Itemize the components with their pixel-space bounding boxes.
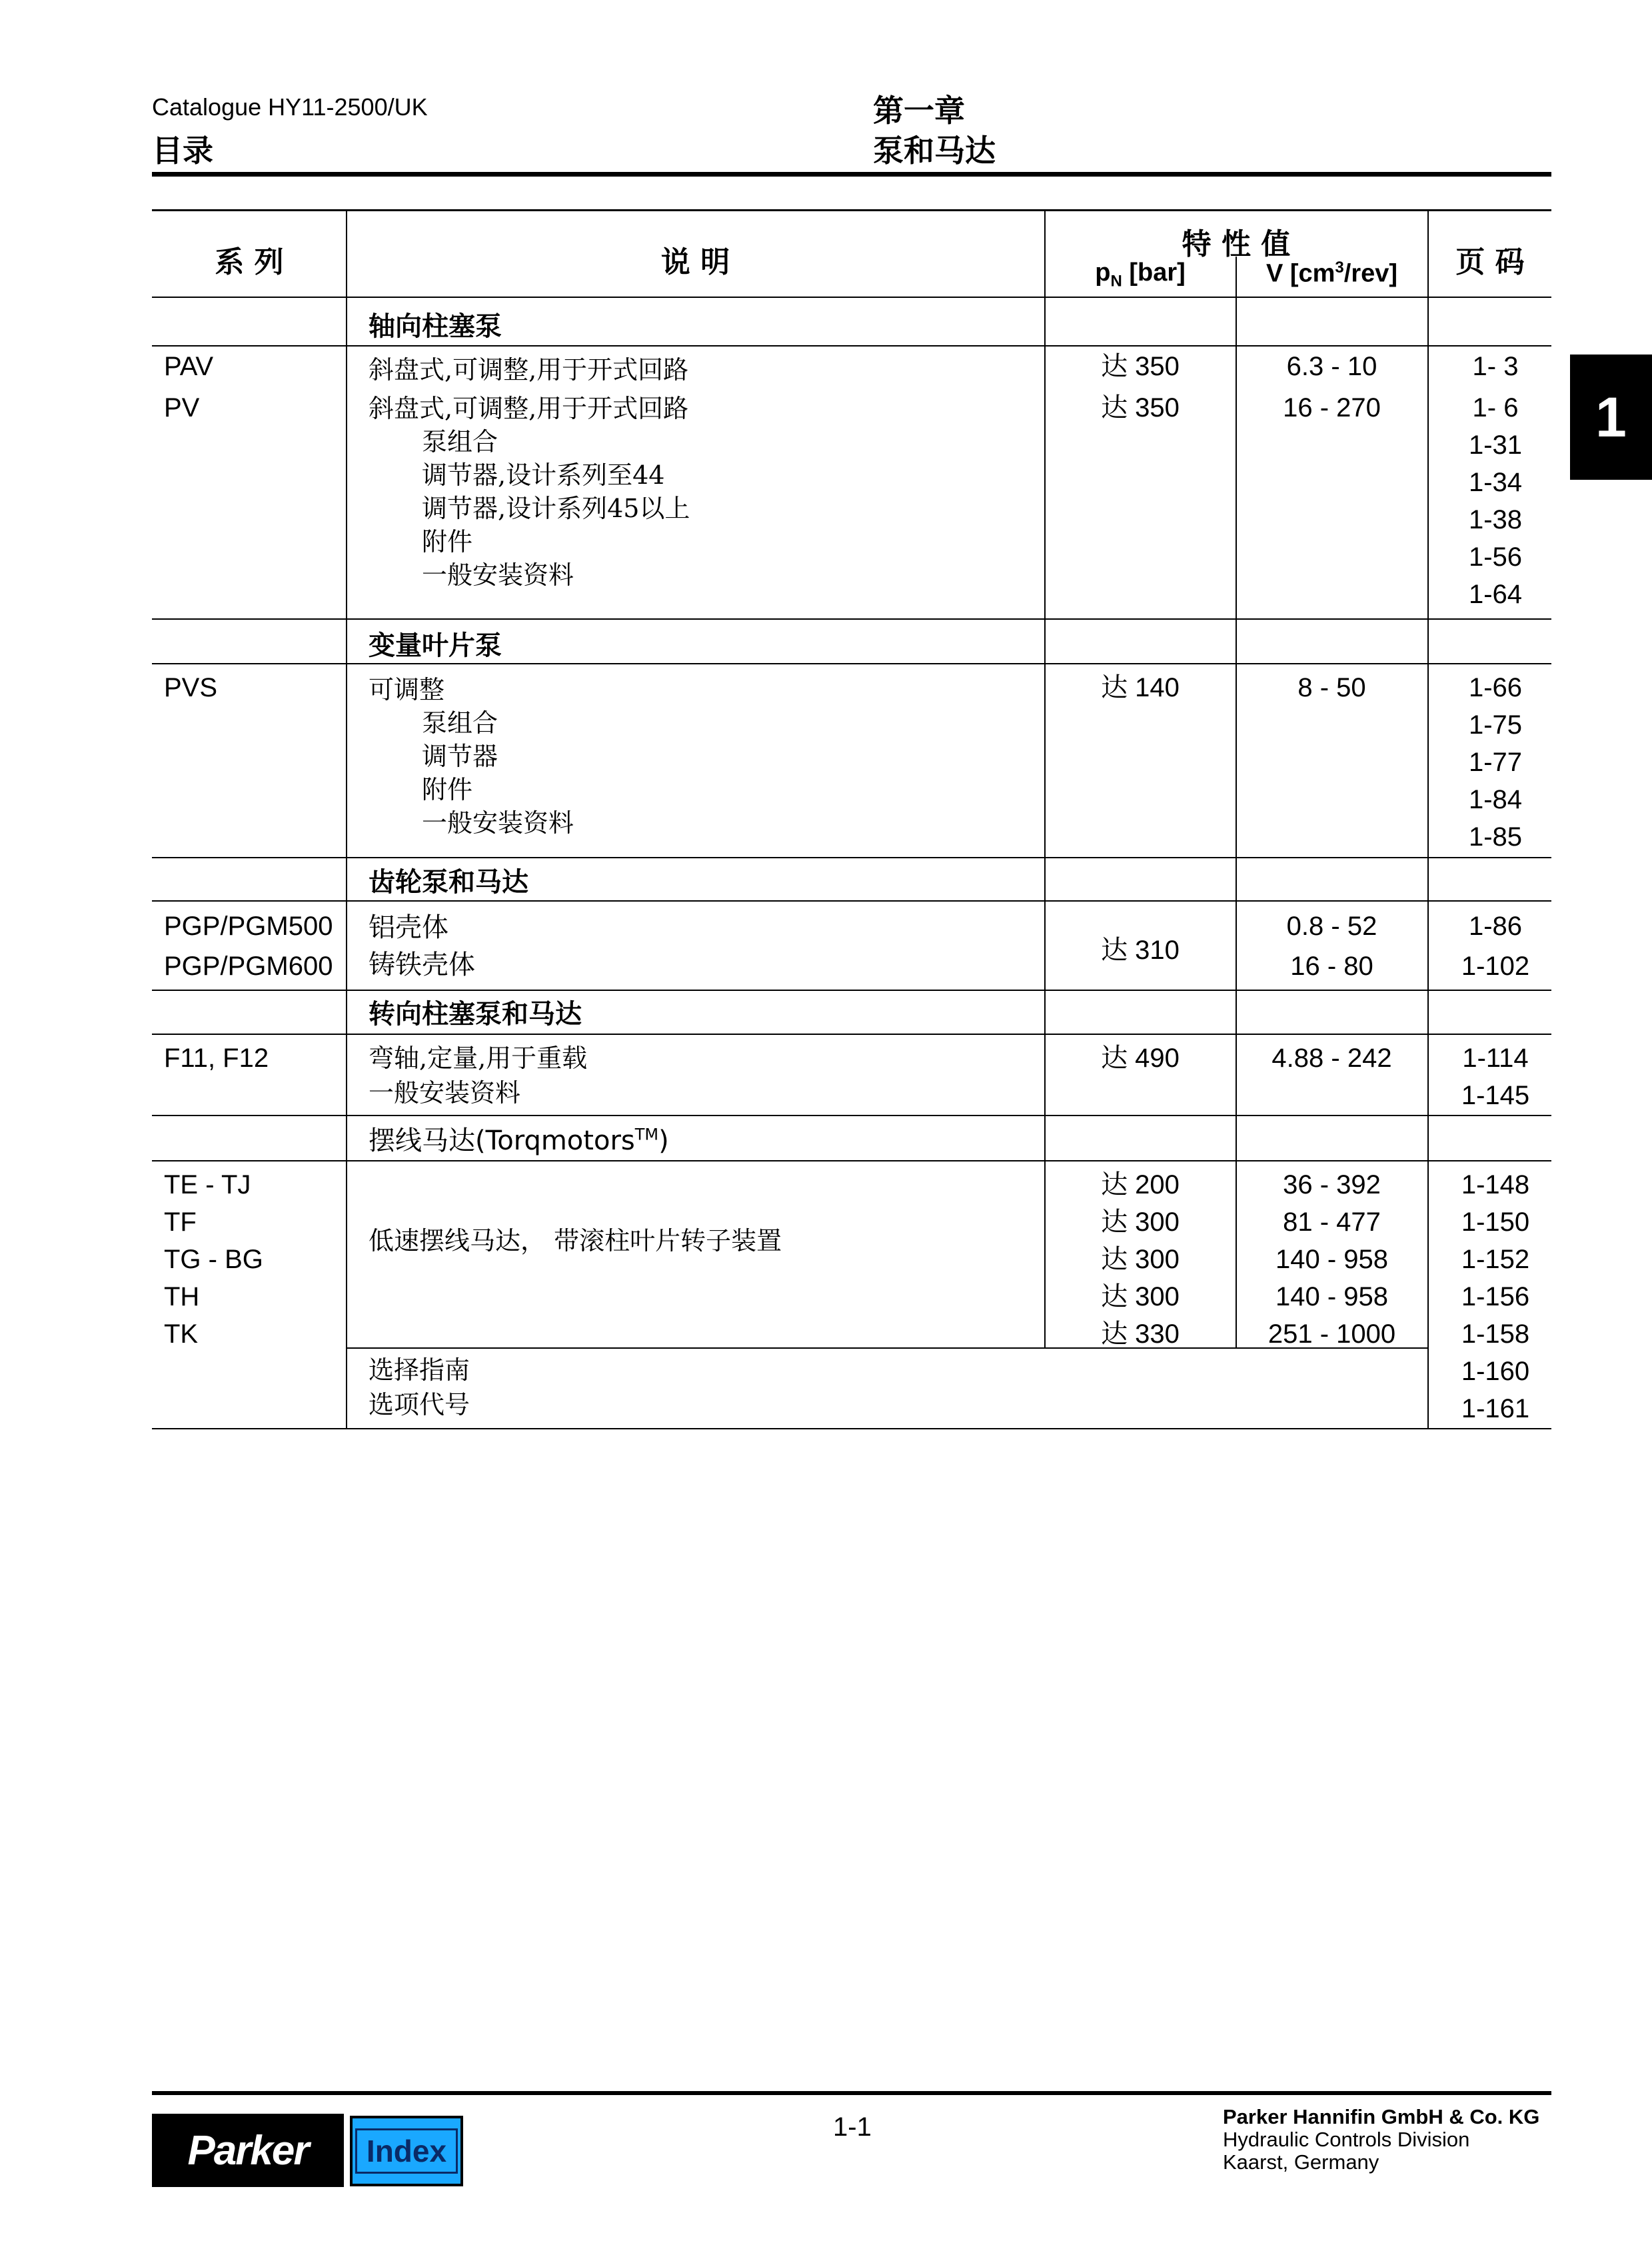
row-rule xyxy=(152,1160,1551,1161)
page-ref[interactable]: 1- 3 xyxy=(1472,352,1519,381)
bent-pn: 达 490 xyxy=(1101,1044,1180,1073)
header-series: 系 列 xyxy=(215,245,284,279)
company-info xyxy=(1223,2106,1539,2174)
series-pav: PAV xyxy=(164,352,214,381)
axial-pn xyxy=(1046,348,1235,426)
v-value: 16 - 80 xyxy=(1290,952,1373,981)
v-unit-a: V [cm xyxy=(1265,259,1335,288)
page-ref[interactable]: 1- 6 xyxy=(1472,393,1519,422)
series-tg-bg: TG - BG xyxy=(164,1245,263,1274)
orbital-title-b: ) xyxy=(658,1125,669,1156)
orbital-series xyxy=(164,1166,263,1353)
page-ref[interactable]: 1-85 xyxy=(1468,822,1523,852)
pn-symbol: p xyxy=(1095,259,1111,287)
series-pgp500: PGP/PGM500 xyxy=(164,912,333,941)
company-name: Parker Hannifin GmbH & Co. KG xyxy=(1223,2105,1540,2128)
page-ref[interactable]: 1-145 xyxy=(1461,1081,1530,1110)
chapter-title: 泵和马达 xyxy=(873,133,996,169)
gear-series xyxy=(164,906,333,986)
header-description: 说 明 xyxy=(660,245,730,279)
pn-value: 达 330 xyxy=(1101,1319,1180,1349)
desc-line: 附件 xyxy=(422,527,473,556)
page-ref[interactable]: 1-64 xyxy=(1468,580,1523,609)
orbital-title-sup: TM xyxy=(634,1125,659,1144)
row-rule xyxy=(152,1115,1551,1116)
section-gear: 齿轮泵和马达 xyxy=(369,867,528,898)
gear-pages xyxy=(1429,906,1562,986)
page-ref[interactable]: 1-150 xyxy=(1461,1207,1530,1237)
gear-v xyxy=(1237,906,1427,986)
index-button[interactable] xyxy=(350,2116,463,2186)
desc-line: 可调整 xyxy=(369,675,445,704)
series-pvs: PVS xyxy=(164,673,218,702)
bent-pages xyxy=(1429,1040,1562,1114)
page-ref[interactable]: 1-66 xyxy=(1468,673,1523,702)
header-pn xyxy=(1046,259,1235,291)
v-value: 36 - 392 xyxy=(1283,1170,1381,1199)
orbital-title-a: 摆线马达(Torqmotors xyxy=(369,1125,635,1156)
header-rule xyxy=(152,172,1551,177)
v-value: 6.3 - 10 xyxy=(1286,352,1377,381)
catalogue-number: Catalogue HY11-2500/UK xyxy=(152,93,428,121)
row-rule xyxy=(152,857,1551,858)
company-division: Hydraulic Controls Division xyxy=(1223,2128,1470,2151)
desc-line: 一般安装资料 xyxy=(422,560,574,590)
pn-value: 达 350 xyxy=(1101,393,1180,422)
pn-value: 达 300 xyxy=(1101,1245,1180,1274)
orbital-description: 低速摆线马达， 带滚柱叶片转子装置 xyxy=(369,1226,782,1255)
series-th: TH xyxy=(164,1282,200,1311)
page-ref[interactable]: 1-161 xyxy=(1461,1394,1530,1423)
gear-pn: 达 310 xyxy=(1101,936,1180,965)
pn-unit: [bar] xyxy=(1122,259,1186,287)
company-location: Kaarst, Germany xyxy=(1223,2150,1379,2174)
pn-value: 达 300 xyxy=(1101,1207,1180,1237)
section-bent-axis: 转向柱塞泵和马达 xyxy=(369,999,582,1030)
gear-description xyxy=(369,909,475,984)
series-pgp600: PGP/PGM600 xyxy=(164,952,333,981)
axial-pages xyxy=(1429,348,1562,613)
section-title: 目录 xyxy=(152,133,213,169)
page-ref[interactable]: 1-56 xyxy=(1468,542,1523,572)
table-bottom-rule xyxy=(152,1428,1551,1429)
page-ref[interactable]: 1-31 xyxy=(1468,430,1523,460)
page-ref[interactable]: 1-158 xyxy=(1461,1319,1530,1349)
pn-subscript: N xyxy=(1110,272,1122,291)
orbital-v xyxy=(1237,1166,1427,1353)
desc-line: 选择指南 xyxy=(369,1355,470,1385)
page-ref[interactable]: 1-152 xyxy=(1461,1245,1530,1274)
page-ref[interactable]: 1-75 xyxy=(1468,710,1523,740)
row-rule xyxy=(152,345,1551,347)
orbital-pn xyxy=(1046,1166,1235,1353)
section-axial: 轴向柱塞泵 xyxy=(369,311,502,342)
desc-line: 弯轴,定量,用于重载 xyxy=(369,1044,588,1073)
chapter-tab[interactable]: 1 xyxy=(1570,355,1652,480)
page-ref[interactable]: 1-114 xyxy=(1462,1044,1529,1073)
axial-v xyxy=(1237,348,1427,426)
page-ref[interactable]: 1-148 xyxy=(1461,1170,1530,1199)
pn-value: 达 300 xyxy=(1101,1282,1180,1311)
page-ref[interactable]: 1-34 xyxy=(1468,468,1523,497)
pn-value: 达 200 xyxy=(1101,1170,1180,1199)
page-ref[interactable]: 1-86 xyxy=(1468,912,1523,941)
row-rule xyxy=(152,618,1551,620)
desc-line: 附件 xyxy=(422,775,473,804)
desc-line: 一般安装资料 xyxy=(369,1078,521,1108)
row-rule xyxy=(152,1034,1551,1035)
section-vane: 变量叶片泵 xyxy=(369,630,502,661)
pn-value: 达 350 xyxy=(1101,352,1180,381)
header-page: 页 码 xyxy=(1455,245,1525,279)
vane-pn: 达 140 xyxy=(1101,673,1180,702)
row-rule xyxy=(152,990,1551,991)
vane-pages xyxy=(1429,669,1562,856)
series-tk: TK xyxy=(164,1319,199,1349)
v-value: 140 - 958 xyxy=(1275,1245,1389,1274)
series-pv: PV xyxy=(164,393,200,422)
desc-line: 铸铁壳体 xyxy=(369,950,475,980)
desc-line: 泵组合 xyxy=(422,708,498,738)
page-number: 1-1 xyxy=(833,2112,872,2142)
vane-description xyxy=(369,673,574,840)
orbital-extra-pages xyxy=(1429,1353,1562,1427)
bent-v: 4.88 - 242 xyxy=(1271,1044,1392,1073)
page-ref[interactable]: 1-156 xyxy=(1461,1282,1530,1311)
v-value: 0.8 - 52 xyxy=(1286,912,1377,941)
vane-v: 8 - 50 xyxy=(1297,673,1366,702)
orbital-pages xyxy=(1429,1166,1562,1353)
series-f11-f12: F11, F12 xyxy=(164,1044,269,1073)
desc-line: 斜盘式,可调整,用于开式回路 xyxy=(369,394,689,423)
axial-series xyxy=(164,348,213,426)
page-ref[interactable]: 1-102 xyxy=(1461,952,1530,981)
v-value: 16 - 270 xyxy=(1283,393,1381,422)
v-value: 251 - 1000 xyxy=(1267,1319,1396,1349)
footer-rule xyxy=(152,2091,1551,2095)
desc-line: 调节器,设计系列至44 xyxy=(422,460,665,490)
desc-line: 斜盘式,可调整,用于开式回路 xyxy=(369,355,689,384)
desc-line: 泵组合 xyxy=(422,427,498,456)
row-rule xyxy=(152,663,1551,664)
page-ref[interactable]: 1-77 xyxy=(1468,748,1523,777)
section-orbital xyxy=(369,1120,669,1157)
table-head-rule xyxy=(152,297,1551,298)
v-value: 140 - 958 xyxy=(1275,1282,1389,1311)
desc-line: 调节器 xyxy=(422,742,498,771)
col-rule xyxy=(346,209,347,1429)
page-ref[interactable]: 1-38 xyxy=(1468,505,1523,534)
chapter-label: 第一章 xyxy=(873,93,965,129)
series-te-tj: TE - TJ xyxy=(164,1170,251,1199)
bent-description xyxy=(369,1041,587,1110)
header-v xyxy=(1237,259,1427,289)
desc-line: 一般安装资料 xyxy=(422,808,574,838)
series-tf: TF xyxy=(164,1207,197,1237)
parker-logo: Parker xyxy=(152,2114,344,2187)
desc-line: 选项代号 xyxy=(369,1390,470,1419)
header-characteristics: 特 性 值 xyxy=(1182,227,1291,261)
table-top-rule xyxy=(152,209,1551,211)
desc-line: 调节器,设计系列45以上 xyxy=(422,494,690,523)
page-ref[interactable]: 1-160 xyxy=(1461,1357,1530,1386)
axial-description xyxy=(369,353,688,592)
row-rule xyxy=(152,900,1551,902)
index-button-label: Index xyxy=(355,2128,458,2174)
v-unit-sup: 3 xyxy=(1335,259,1344,277)
v-value: 81 - 477 xyxy=(1283,1207,1381,1237)
desc-line: 铝壳体 xyxy=(369,912,448,943)
orbital-extra-description xyxy=(369,1353,470,1422)
v-unit-b: /rev] xyxy=(1343,259,1398,288)
page-ref[interactable]: 1-84 xyxy=(1468,785,1523,814)
